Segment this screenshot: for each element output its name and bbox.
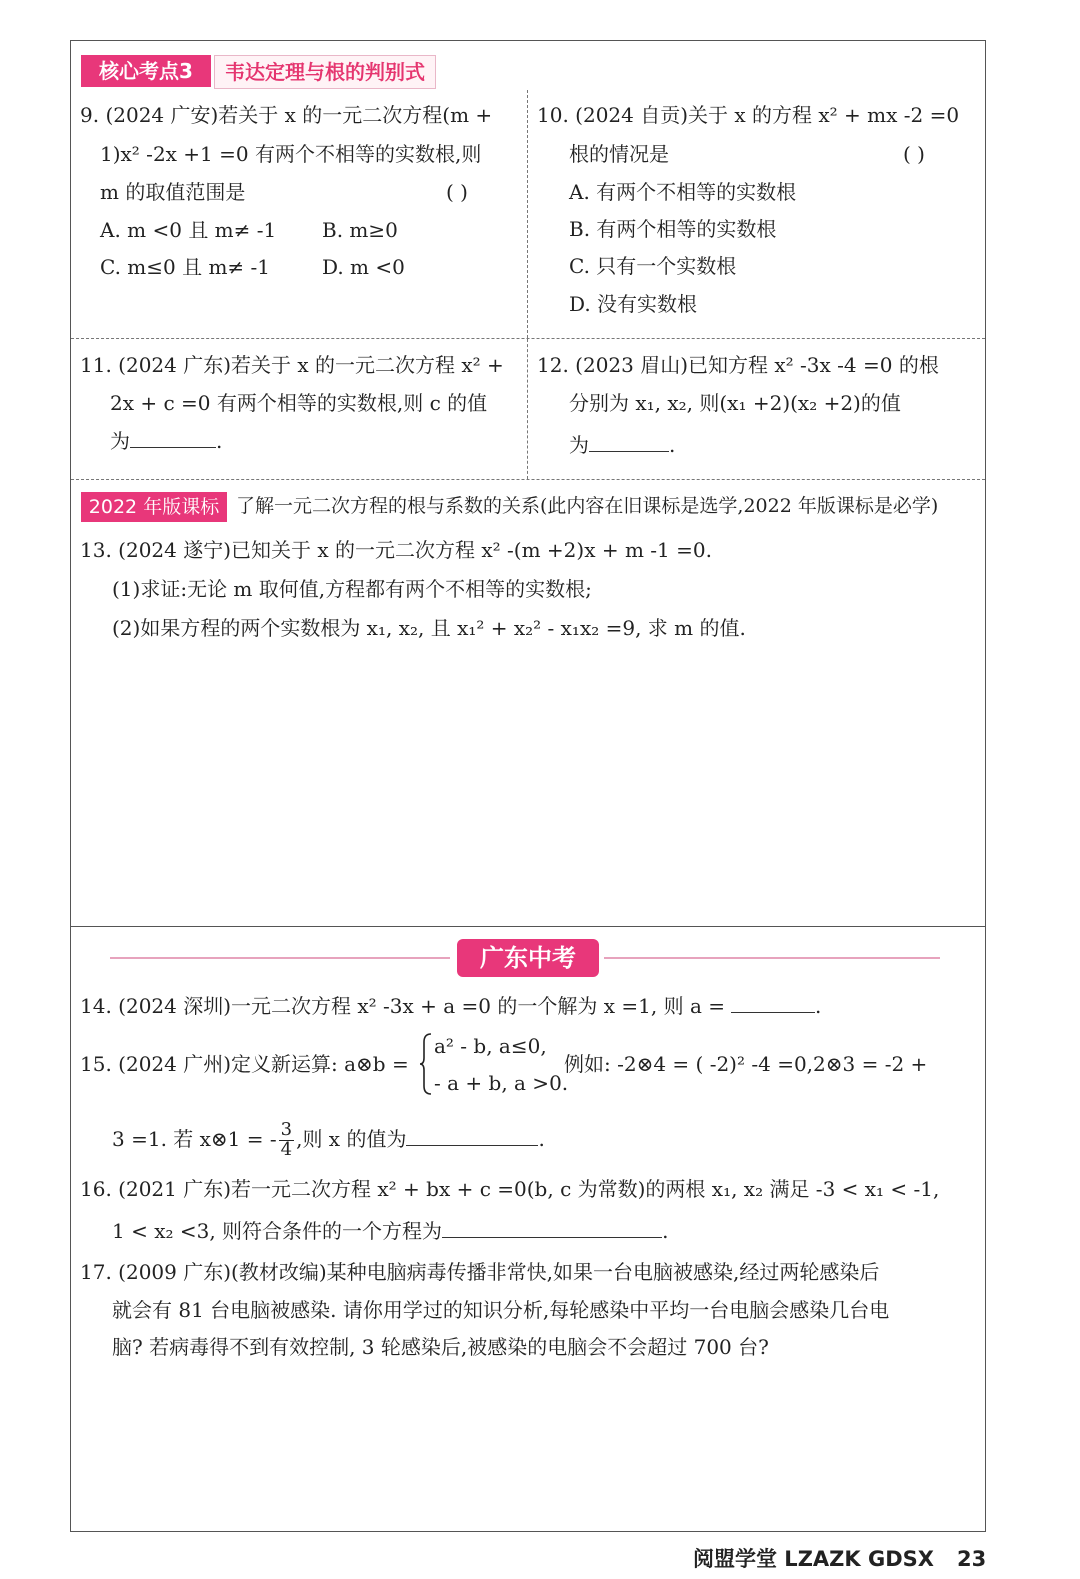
q9-line3: m 的取值范围是: [100, 180, 246, 204]
q15-case2: - a + b, a >0.: [434, 1071, 569, 1095]
q11-line3: 为 .: [110, 429, 223, 453]
q9-option-c: C. m≤0 且 m≠ -1: [100, 255, 271, 279]
q15-case1: a² - b, a≤0,: [434, 1034, 547, 1058]
q9-option-a: A. m <0 且 m≠ -1: [100, 218, 277, 242]
q15-brace: [419, 1032, 433, 1096]
q9-option-d: D. m <0: [322, 255, 405, 279]
q12-line1: 12. (2023 眉山)已知方程 x² -3x -4 =0 的根: [537, 353, 939, 377]
q17-line1: 17. (2009 广东)(教材改编)某种电脑病毒传播非常快,如果一台电脑被感染,经过两轮感染后: [80, 1260, 880, 1284]
divider-row1: [71, 338, 985, 339]
divider-col-mid: [527, 339, 528, 479]
q9-line1: 9. (2024 广安)若关于 x 的一元二次方程(m +: [80, 103, 493, 127]
q12-line3: 为 .: [569, 433, 676, 457]
core-point-badge: 核心考点3: [81, 55, 211, 87]
q9-answer-paren: ( ): [446, 180, 468, 204]
q13-part1: (1)求证:无论 m 取何值,方程都有两个不相等的实数根;: [112, 577, 592, 601]
divider-row2: [71, 479, 985, 480]
q17-line2: 就会有 81 台电脑被感染. 请你用学过的知识分析,每轮感染中平均一台电脑会感染几台电: [112, 1298, 890, 1322]
divider-col-top: [527, 90, 528, 338]
q13-line1: 13. (2024 遂宁)已知关于 x 的一元二次方程 x² -(m +2)x + m -1 =0.: [80, 538, 712, 562]
curriculum-badge: 2022 年版课标: [81, 492, 227, 522]
q9-line2: 1)x² -2x +1 =0 有两个不相等的实数根,则: [100, 142, 482, 166]
q10-line2: 根的情况是: [569, 142, 669, 166]
q15-line2: 3 =1. 若 x⊗1 = - $\frac{3}{4}$ ,则 x 的值为 .: [112, 1119, 545, 1160]
q15-line1a: 15. (2024 广州)定义新运算: a⊗b =: [80, 1052, 409, 1076]
q10-option-c: C. 只有一个实数根: [569, 254, 737, 278]
q16-answer-blank: [442, 1236, 662, 1238]
footer-brand: 阅盟学堂 LZAZK GDSX: [693, 1547, 934, 1571]
divider-section: [71, 926, 985, 927]
q15-fraction: $\frac{3}{4}$: [280, 1119, 293, 1160]
q16-line1: 16. (2021 广东)若一元二次方程 x² + bx + c =0(b, c 为常数)的两根 x₁, x₂ 满足 -3 < x₁ < -1,: [80, 1177, 940, 1201]
q13-part2: (2)如果方程的两个实数根为 x₁, x₂, 且 x₁² + x₂² - x₁x₂ =9, 求 m 的值.: [112, 616, 746, 640]
q12-line2: 分别为 x₁, x₂, 则(x₁ +2)(x₂ +2)的值: [569, 391, 901, 415]
section-title: 韦达定理与根的判别式: [214, 55, 436, 89]
q14: 14. (2024 深圳)一元二次方程 x² -3x + a =0 的一个解为 x =1, 则 a = .: [80, 994, 822, 1018]
page-number: 23: [957, 1547, 987, 1571]
q11-answer-blank: [130, 446, 216, 448]
q15-answer-blank: [406, 1144, 538, 1146]
curriculum-text: 了解一元二次方程的根与系数的关系(此内容在旧课标是选学,2022 年版课标是必学): [236, 495, 939, 517]
q10-answer-paren: ( ): [903, 142, 925, 166]
q17-line3: 脑? 若病毒得不到有效控制, 3 轮感染后,被感染的电脑会不会超过 700 台?: [112, 1335, 769, 1359]
q16-line2: 1 < x₂ <3, 则符合条件的一个方程为 .: [112, 1219, 669, 1243]
q10-option-a: A. 有两个不相等的实数根: [569, 180, 797, 204]
q14-answer-blank: [731, 1011, 815, 1013]
q10-option-d: D. 没有实数根: [569, 292, 698, 316]
q12-answer-blank: [589, 450, 669, 452]
q9-option-b: B. m≥0: [322, 218, 398, 242]
q11-line1: 11. (2024 广东)若关于 x 的一元二次方程 x² +: [80, 353, 504, 377]
q10-line1: 10. (2024 自贡)关于 x 的方程 x² + mx -2 =0: [537, 103, 960, 127]
q11-line2: 2x + c =0 有两个相等的实数根,则 c 的值: [110, 391, 488, 415]
q10-option-b: B. 有两个相等的实数根: [569, 217, 777, 241]
q15-example: 例如: -2⊗4 = ( -2)² -4 =0,2⊗3 = -2 +: [564, 1052, 928, 1076]
section-badge-guangdong: 广东中考: [457, 939, 599, 977]
